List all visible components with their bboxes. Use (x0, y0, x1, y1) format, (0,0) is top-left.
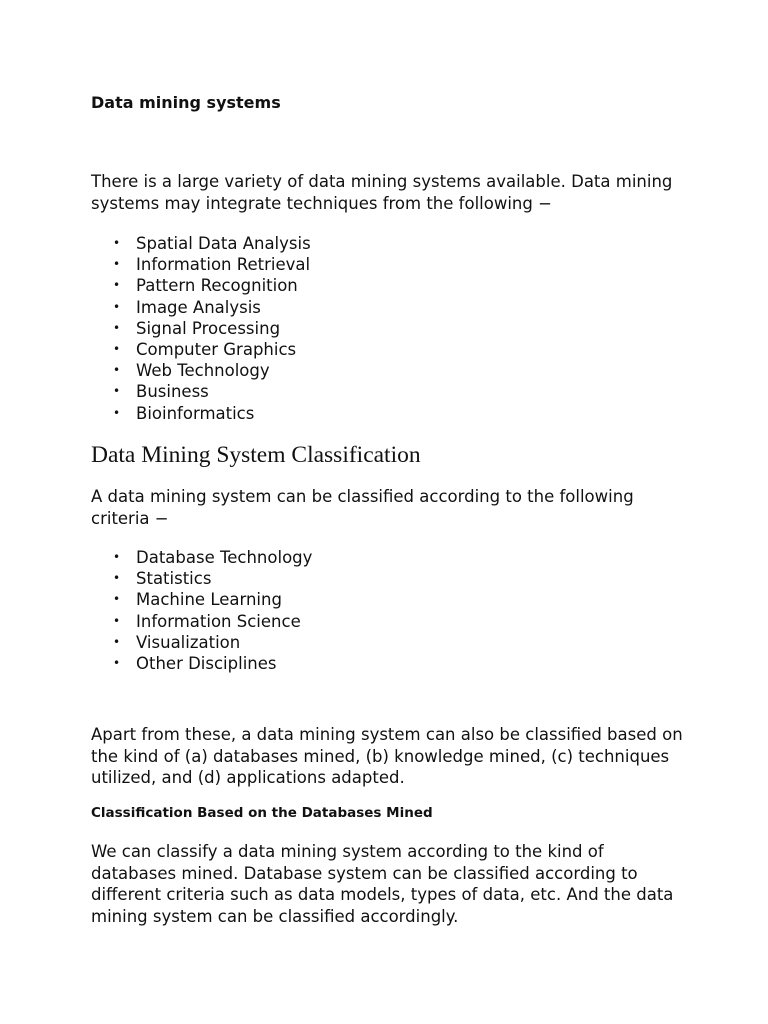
list-item: • Image Analysis (113, 297, 261, 317)
bullet-icon: • (113, 299, 121, 314)
apart-paragraph: Apart from these, a data mining system can also be classified based on the kind of (a) databases mined, (b) knowledge mined, (c) techniques utilized, and (d) applications adapted. (91, 725, 683, 787)
list-item: • Other Disciplines (113, 654, 277, 674)
bullet-icon: • (113, 342, 121, 357)
bullet-icon: • (113, 363, 121, 378)
list-item: • Business (113, 382, 209, 402)
bullet-icon: • (113, 278, 121, 293)
bullet-icon: • (113, 571, 121, 586)
bullet-icon: • (113, 613, 121, 628)
intro-paragraph: There is a large variety of data mining systems available. Data mining systems may integrate techniques from the following − (91, 172, 673, 213)
list-item: • Machine Learning (113, 590, 282, 610)
criteria-list (91, 547, 312, 674)
bullet-icon: • (113, 320, 121, 335)
list-item: • Information Science (113, 611, 301, 631)
classification-heading: Data Mining System Classification (91, 442, 421, 468)
list-item: • Computer Graphics (113, 340, 297, 360)
list-item: • Spatial Data Analysis (113, 234, 311, 253)
databases-paragraph: We can classify a data mining system according to the kind of databases mined. Database system can be classified according to different criteria such as data models, types of data, etc. And the data mining system can be classified accordingly. (91, 842, 674, 926)
page-title: Data mining systems (91, 93, 281, 112)
bullet-icon: • (113, 405, 121, 420)
bullet-icon: • (113, 656, 121, 671)
bullet-icon: • (113, 384, 121, 399)
bullet-icon: • (113, 257, 121, 272)
list-item: • Database Technology (113, 548, 313, 567)
bullet-icon: • (113, 634, 121, 649)
list-item: • Web Technology (113, 361, 270, 381)
bullet-icon: • (113, 592, 121, 607)
databases-subheading: Classification Based on the Databases Mined (91, 805, 433, 821)
classification-intro-paragraph: A data mining system can be classified according to the following criteria − (91, 487, 634, 528)
list-item: • Pattern Recognition (113, 276, 298, 296)
bullet-icon: • (113, 236, 121, 250)
techniques-list (91, 233, 311, 424)
list-item: • Information Retrieval (113, 255, 311, 275)
list-item: • Statistics (113, 569, 212, 589)
bullet-icon: • (113, 550, 121, 564)
list-item: • Visualization (113, 632, 241, 652)
list-item: • Bioinformatics (113, 403, 255, 423)
list-item: • Signal Processing (113, 318, 281, 338)
